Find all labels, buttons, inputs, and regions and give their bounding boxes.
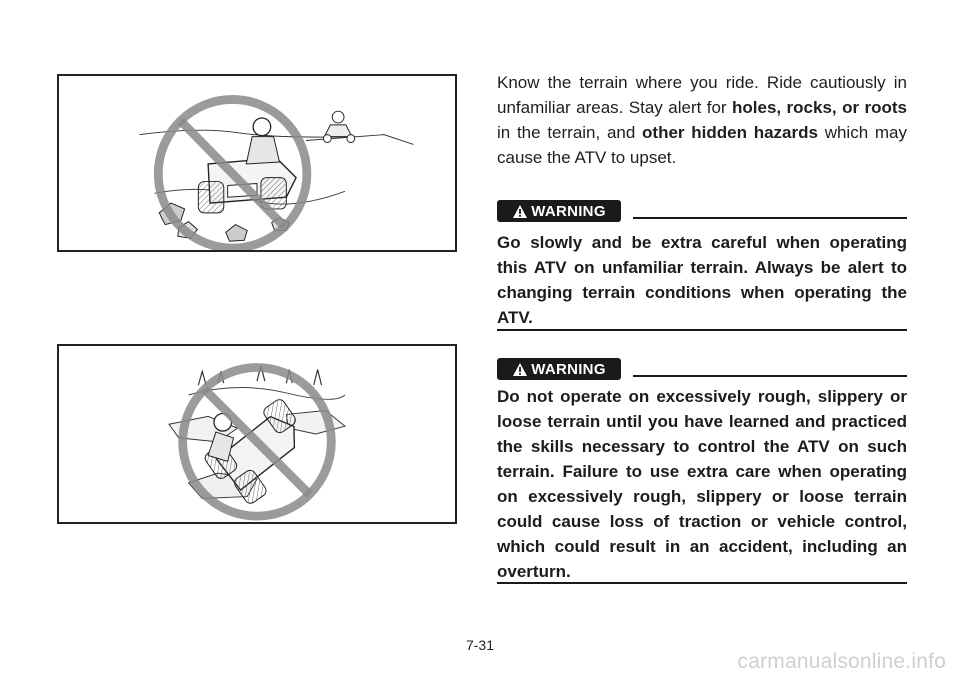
warning-triangle-icon xyxy=(512,362,528,377)
warning-header xyxy=(497,358,907,380)
intro-text: which may cause the ATV to upset. xyxy=(497,123,907,167)
intro-text: in the terrain, and xyxy=(497,123,643,142)
intro-emphasis-hidden-hazards: other hidden hazards xyxy=(642,123,818,142)
warning-badge xyxy=(497,358,621,380)
warning-end-rule xyxy=(497,329,907,331)
intro-emphasis-hazards: holes, rocks, or roots xyxy=(732,98,907,117)
intro-text: Know the terrain where you ride. Ride cautiously in unfamiliar areas. Stay alert for xyxy=(497,73,907,117)
hazard-terrain-drawing xyxy=(59,76,455,250)
warning-badge xyxy=(497,200,621,222)
page-number: 7-31 xyxy=(465,637,495,653)
warning-text: Do not operate on excessively rough, slippery or loose terrain until you have learned and practiced the skills necessary to control the ATV on such terrain. Failure to use extra care when operating on excessively rough, slippery or loose terrain could cause loss of traction or vehicle control, which could result in an accident, including an overturn. xyxy=(497,387,907,581)
illustration-overturn xyxy=(57,344,457,524)
warning-header xyxy=(497,200,907,222)
warning-header-rule xyxy=(633,217,907,219)
warning-end-rule xyxy=(497,582,907,584)
warning-label: WARNING xyxy=(531,202,606,220)
warning-header-rule xyxy=(633,375,907,377)
illustration-hidden-hazards xyxy=(57,74,457,252)
warning-text: Go slowly and be extra careful when operating this ATV on unfamiliar terrain. Always be alert to changing terrain conditions when operating the ATV. xyxy=(497,233,907,327)
warning-triangle-icon xyxy=(512,204,528,219)
intro-paragraph xyxy=(497,70,907,170)
watermark: carmanualsonline.info xyxy=(737,650,946,673)
rough-terrain-drawing xyxy=(59,346,455,522)
warning-label: WARNING xyxy=(531,360,606,378)
